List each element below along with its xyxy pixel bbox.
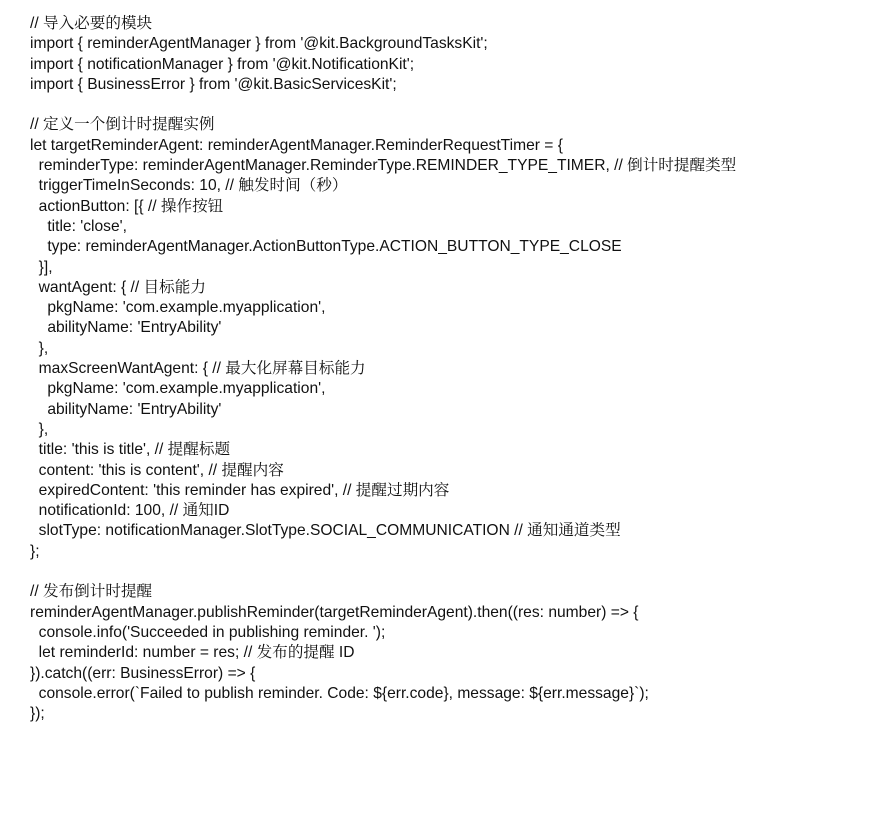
code-line: wantAgent: { // 目标能力	[30, 278, 206, 296]
code-line: reminderType: reminderAgentManager.ReminderType.REMINDER_TYPE_TIMER, // 倒计时提醒类型	[30, 157, 737, 175]
code-line: let targetReminderAgent: reminderAgentManager.ReminderRequestTimer = {	[30, 136, 563, 154]
code-line: title: 'close',	[30, 217, 127, 235]
code-line: reminderAgentManager.publishReminder(targetReminderAgent).then((res: number) => {	[30, 603, 639, 621]
code-line: type: reminderAgentManager.ActionButtonType.ACTION_BUTTON_TYPE_CLOSE	[30, 238, 622, 256]
code-line: // 发布倒计时提醒	[30, 583, 153, 601]
code-line: },	[30, 420, 49, 438]
code-line: pkgName: 'com.example.myapplication',	[30, 299, 326, 317]
code-line: abilityName: 'EntryAbility'	[30, 400, 222, 418]
code-line: import { reminderAgentManager } from '@kit.BackgroundTasksKit';	[30, 35, 488, 53]
code-line: actionButton: [{ // 操作按钮	[30, 197, 224, 215]
code-line: };	[30, 542, 40, 560]
code-line: maxScreenWantAgent: { // 最大化屏幕目标能力	[30, 360, 366, 378]
code-line: notificationId: 100, // 通知ID	[30, 502, 230, 520]
code-line: },	[30, 339, 49, 357]
code-line: }],	[30, 258, 53, 276]
code-line: // 定义一个倒计时提醒实例	[30, 116, 215, 134]
code-line: abilityName: 'EntryAbility'	[30, 319, 222, 337]
code-line: console.error(`Failed to publish reminder. Code: ${err.code}, message: ${err.message}`);	[30, 684, 649, 702]
code-line: title: 'this is title', // 提醒标题	[30, 441, 231, 459]
code-line: });	[30, 705, 45, 723]
code-line: let reminderId: number = res; // 发布的提醒 ID	[30, 644, 355, 662]
code-line: import { BusinessError } from '@kit.BasicServicesKit';	[30, 75, 397, 93]
code-line: console.info('Succeeded in publishing reminder. ');	[30, 623, 386, 641]
code-line: // 导入必要的模块	[30, 15, 153, 32]
code-line	[30, 95, 880, 115]
code-line: }).catch((err: BusinessError) => {	[30, 664, 256, 682]
code-line: slotType: notificationManager.SlotType.SOCIAL_COMMUNICATION // 通知通道类型	[30, 522, 621, 540]
code-line: pkgName: 'com.example.myapplication',	[30, 380, 326, 398]
code-line: expiredContent: 'this reminder has expired', // 提醒过期内容	[30, 481, 450, 499]
code-line: import { notificationManager } from '@kit.NotificationKit';	[30, 55, 415, 73]
code-snippet	[30, 14, 880, 724]
code-line	[30, 562, 880, 582]
code-line: triggerTimeInSeconds: 10, // 触发时间（秒）	[30, 177, 348, 195]
code-line: content: 'this is content', // 提醒内容	[30, 461, 284, 479]
